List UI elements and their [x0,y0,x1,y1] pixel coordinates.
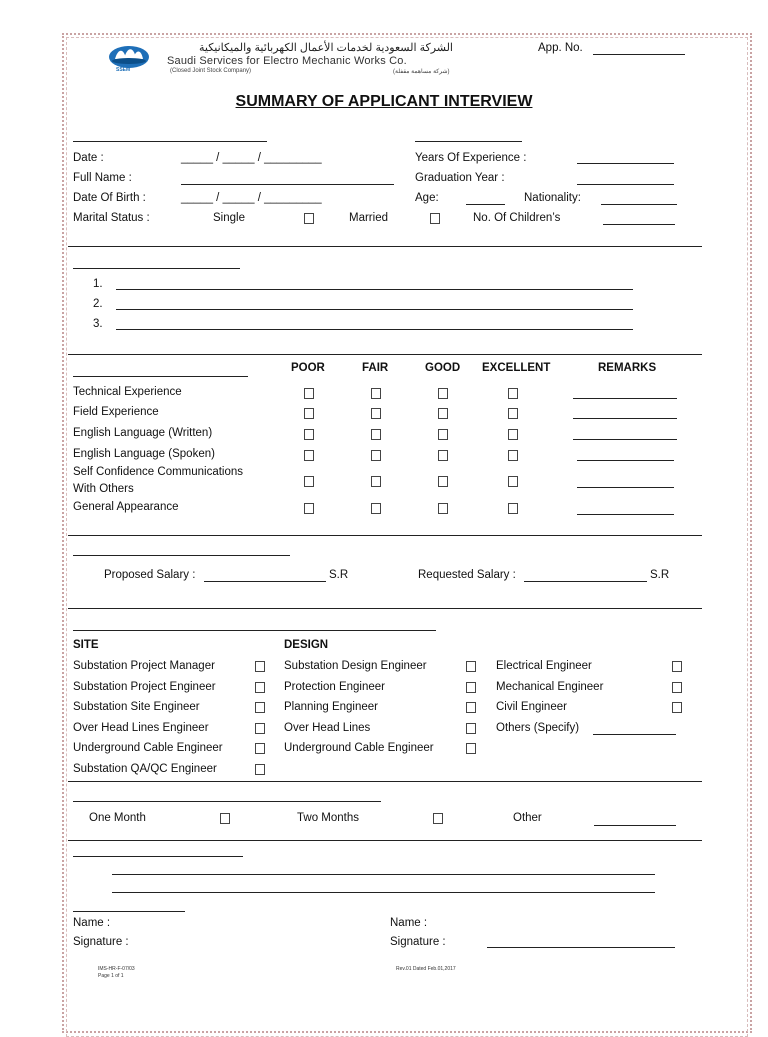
page-number: Page 1 of 1 [98,973,124,979]
section-heading-line [73,856,243,857]
nationality-label: Nationality: [524,192,581,204]
rating-checkbox[interactable] [304,388,314,399]
rating-checkbox[interactable] [438,476,448,487]
position-checkbox[interactable] [466,743,476,754]
name-label-left: Name : [73,917,111,929]
app-no-label: App. No. [538,42,583,54]
column-header-excellent: EXCELLENT [482,362,551,374]
section-heading-line [73,801,381,802]
age-label: Age: [415,192,439,204]
app-no-field[interactable] [593,54,685,55]
position-checkbox[interactable] [672,682,682,693]
position-checkbox[interactable] [466,702,476,713]
graduation-year-field[interactable] [577,184,674,185]
position-label: Underground Cable Engineer [284,742,434,754]
company-name-arabic: الشركة السعودية لخدمات الأعمال الكهربائية والميكانيكية [198,42,453,54]
position-checkbox[interactable] [672,661,682,672]
position-checkbox[interactable] [466,661,476,672]
married-label: Married [349,212,388,224]
rating-row-label: Self Confidence Communications [73,466,244,478]
requested-salary-label: Requested Salary : [418,569,516,581]
signature-label-right: Signature : [390,936,446,948]
rating-checkbox[interactable] [371,408,381,419]
comment-line-2[interactable] [112,892,655,893]
rating-row-label-cont: With Others [73,483,134,495]
single-checkbox[interactable] [304,213,314,224]
column-header-good: GOOD [425,362,461,374]
rating-checkbox[interactable] [371,388,381,399]
section-divider [68,246,702,247]
section-heading-line [73,911,185,912]
logo-caption: SSEM [116,67,131,73]
site-header: SITE [73,639,99,651]
one-month-label: One Month [89,812,146,824]
form-code: IMS-HR-F-07/03 [98,966,135,972]
position-label: Over Head Lines [284,722,371,734]
position-label: Planning Engineer [284,701,378,713]
position-label: Substation Project Engineer [73,681,216,693]
section-divider [68,608,702,609]
column-header-fair: FAIR [362,362,389,374]
dob-label: Date Of Birth : [73,192,146,204]
remarks-field[interactable] [577,487,674,488]
section-heading-line [73,555,290,556]
rating-checkbox[interactable] [304,408,314,419]
remarks-field[interactable] [577,460,674,461]
rating-checkbox[interactable] [371,429,381,440]
item-number: 1. [93,278,103,290]
company-type: (Closed Joint Stock Company) [170,68,252,74]
section-heading-line [73,268,240,269]
proposed-salary-field[interactable] [204,581,326,582]
two-months-checkbox[interactable] [433,813,443,824]
rating-checkbox[interactable] [508,408,518,419]
design-header: DESIGN [284,639,329,651]
section-heading-line [73,141,267,142]
entry-line-1[interactable] [116,289,633,290]
company-name-english: Saudi Services for Electro Mechanic Works Co. [167,55,407,67]
two-months-label: Two Months [297,812,359,824]
name-label-right: Name : [390,917,428,929]
rating-row-label: General Appearance [73,501,179,513]
signature-field[interactable] [487,947,675,948]
years-experience-field[interactable] [577,163,674,164]
date-label: Date : [73,152,104,164]
requested-salary-field[interactable] [524,581,647,582]
remarks-field[interactable] [577,514,674,515]
graduation-year-label: Graduation Year : [415,172,505,184]
entry-line-2[interactable] [116,309,633,310]
position-label: Protection Engineer [284,681,386,693]
position-checkbox[interactable] [672,702,682,713]
position-label: Substation QA/QC Engineer [73,763,217,775]
position-checkbox[interactable] [255,743,265,754]
position-label: Over Head Lines Engineer [73,722,209,734]
form-title: SUMMARY OF APPLICANT INTERVIEW [235,93,533,110]
rating-row-label: Technical Experience [73,386,182,398]
rating-checkbox[interactable] [508,429,518,440]
remarks-field[interactable] [573,418,677,419]
signature-label-left: Signature : [73,936,129,948]
position-checkbox[interactable] [466,682,476,693]
position-checkbox[interactable] [255,682,265,693]
position-label: Others (Specify) [496,722,580,734]
rating-checkbox[interactable] [438,388,448,399]
column-header-remarks: REMARKS [598,362,657,374]
item-number: 3. [93,318,103,330]
rating-checkbox[interactable] [508,476,518,487]
position-checkbox[interactable] [255,702,265,713]
rating-checkbox[interactable] [371,476,381,487]
dob-field[interactable]: _____ / _____ / _________ [181,192,322,204]
other-field[interactable] [594,825,676,826]
position-checkbox[interactable] [255,723,265,734]
rating-checkbox[interactable] [304,503,314,514]
position-label: Underground Cable Engineer [73,742,223,754]
section-heading-line [415,141,522,142]
section-divider [68,354,702,355]
position-label: Electrical Engineer [496,660,592,672]
position-checkbox[interactable] [255,661,265,672]
married-checkbox[interactable] [430,213,440,224]
rating-checkbox[interactable] [371,503,381,514]
rating-checkbox[interactable] [304,476,314,487]
comment-line-1[interactable] [112,874,655,875]
section-divider [68,781,702,782]
years-experience-label: Years Of Experience : [415,152,527,164]
position-label: Substation Site Engineer [73,701,200,713]
rating-checkbox[interactable] [508,503,518,514]
rating-checkbox[interactable] [438,408,448,419]
one-month-checkbox[interactable] [220,813,230,824]
page-border-inner [66,37,748,1037]
rating-checkbox[interactable] [438,503,448,514]
proposed-salary-label: Proposed Salary : [104,569,196,581]
nationality-field[interactable] [601,204,677,205]
rating-checkbox[interactable] [304,450,314,461]
single-label: Single [213,212,245,224]
others-specify-field[interactable] [593,734,676,735]
position-label: Mechanical Engineer [496,681,604,693]
remarks-field[interactable] [573,398,677,399]
children-field[interactable] [603,224,675,225]
rating-row-label: Field Experience [73,406,159,418]
children-label: No. Of Children’s [473,212,561,224]
item-number: 2. [93,298,103,310]
full-name-label: Full Name : [73,172,132,184]
section-heading-line [73,376,248,377]
rating-row-label: English Language (Written) [73,427,213,439]
full-name-field[interactable] [181,184,394,185]
position-checkbox[interactable] [466,723,476,734]
rating-checkbox[interactable] [371,450,381,461]
remarks-field[interactable] [573,439,677,440]
date-field[interactable]: _____ / _____ / _________ [181,152,322,164]
other-label: Other [513,812,542,824]
marital-status-label: Marital Status : [73,212,150,224]
rating-checkbox[interactable] [508,388,518,399]
revision-date: Rev.01 Dated Feb.01,2017 [396,966,456,972]
rating-checkbox[interactable] [438,450,448,461]
rating-checkbox[interactable] [508,450,518,461]
company-type-arabic: (شركة مساهمة مقفلة) [393,69,450,75]
proposed-salary-currency: S.R [329,569,349,581]
position-label: Substation Design Engineer [284,660,427,672]
position-label: Substation Project Manager [73,660,215,672]
entry-line-3[interactable] [116,329,633,330]
section-divider [68,840,702,841]
age-field[interactable] [466,204,505,205]
section-heading-line [73,630,436,631]
position-label: Civil Engineer [496,701,567,713]
rating-checkbox[interactable] [438,429,448,440]
column-header-poor: POOR [291,362,325,374]
position-checkbox[interactable] [255,764,265,775]
requested-salary-currency: S.R [650,569,670,581]
rating-checkbox[interactable] [304,429,314,440]
section-divider [68,535,702,536]
rating-row-label: English Language (Spoken) [73,448,215,460]
